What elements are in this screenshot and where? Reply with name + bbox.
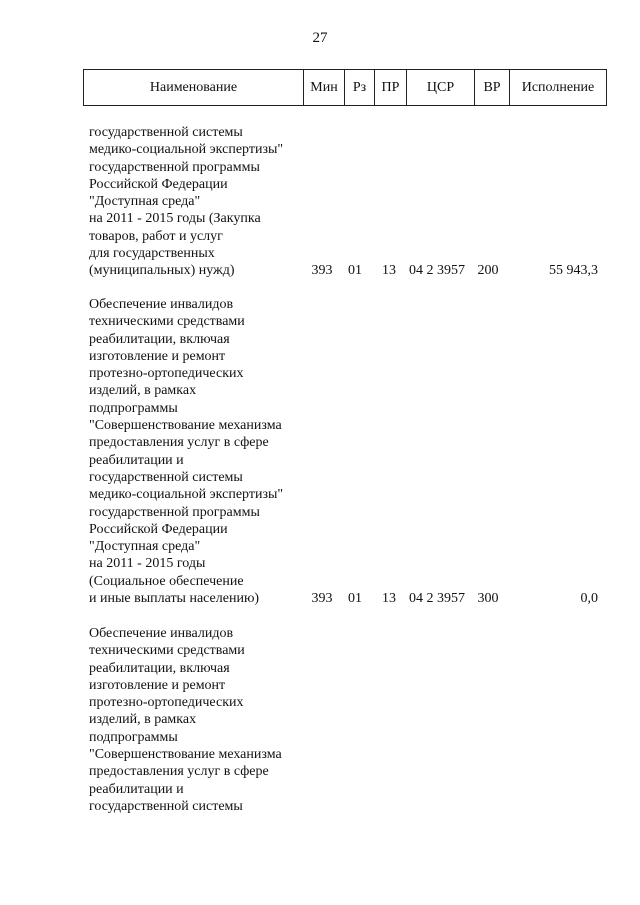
- row-execution: 0,0: [580, 591, 598, 606]
- header-pr: ПР: [375, 70, 407, 106]
- row-min: 393: [311, 591, 333, 606]
- row-csr: 04 2 3957: [409, 591, 465, 606]
- row-min: 393: [311, 263, 333, 278]
- table-row: [0, 296, 640, 612]
- row-rz: 01: [348, 263, 362, 278]
- row-description: Обеспечение инвалидов техническими средствами реабилитации, включая изготовление и ремонт протезно-ортопедических изделий, в рамках подпрограммы "Совершенствование механизма предоставления услуг в сфере реабилитации и государственной системы: [89, 626, 282, 814]
- header-name: Наименование: [84, 70, 304, 106]
- table-row: [0, 625, 640, 825]
- row-description: Обеспечение инвалидов техническими средствами реабилитации, включая изготовление и ремонт протезно-ортопедических изделий, в рамках подпрограммы "Совершенствование механизма предоставления услуг в сфере реабилитации и государственной системы медико-социальной экспертизы" государственной программы Российской Федерации "Доступная среда" на 2011 - 2015 годы (Социальное обеспечение и иные выплаты населению): [89, 297, 284, 607]
- page-number: 27: [312, 30, 328, 46]
- row-pr: 13: [382, 263, 396, 278]
- row-vr: 200: [477, 263, 499, 278]
- table-row: [0, 124, 640, 284]
- row-vr: 300: [477, 591, 499, 606]
- row-execution: 55 943,3: [549, 263, 598, 278]
- row-csr: 04 2 3957: [409, 263, 465, 278]
- header-rz: Рз: [345, 70, 375, 106]
- table-header: [83, 69, 607, 106]
- header-row: [84, 70, 607, 106]
- header-vr: ВР: [475, 70, 510, 106]
- row-pr: 13: [382, 591, 396, 606]
- row-description: государственной системы медико-социальной экспертизы" государственной программы Российской Федерации "Доступная среда" на 2011 - 2015 годы (Закупка товаров, работ и услуг для государственных (муниципальных) нужд): [89, 125, 284, 279]
- header-min: Мин: [304, 70, 345, 106]
- header-execution: Исполнение: [510, 70, 607, 106]
- header-csr: ЦСР: [407, 70, 475, 106]
- row-rz: 01: [348, 591, 362, 606]
